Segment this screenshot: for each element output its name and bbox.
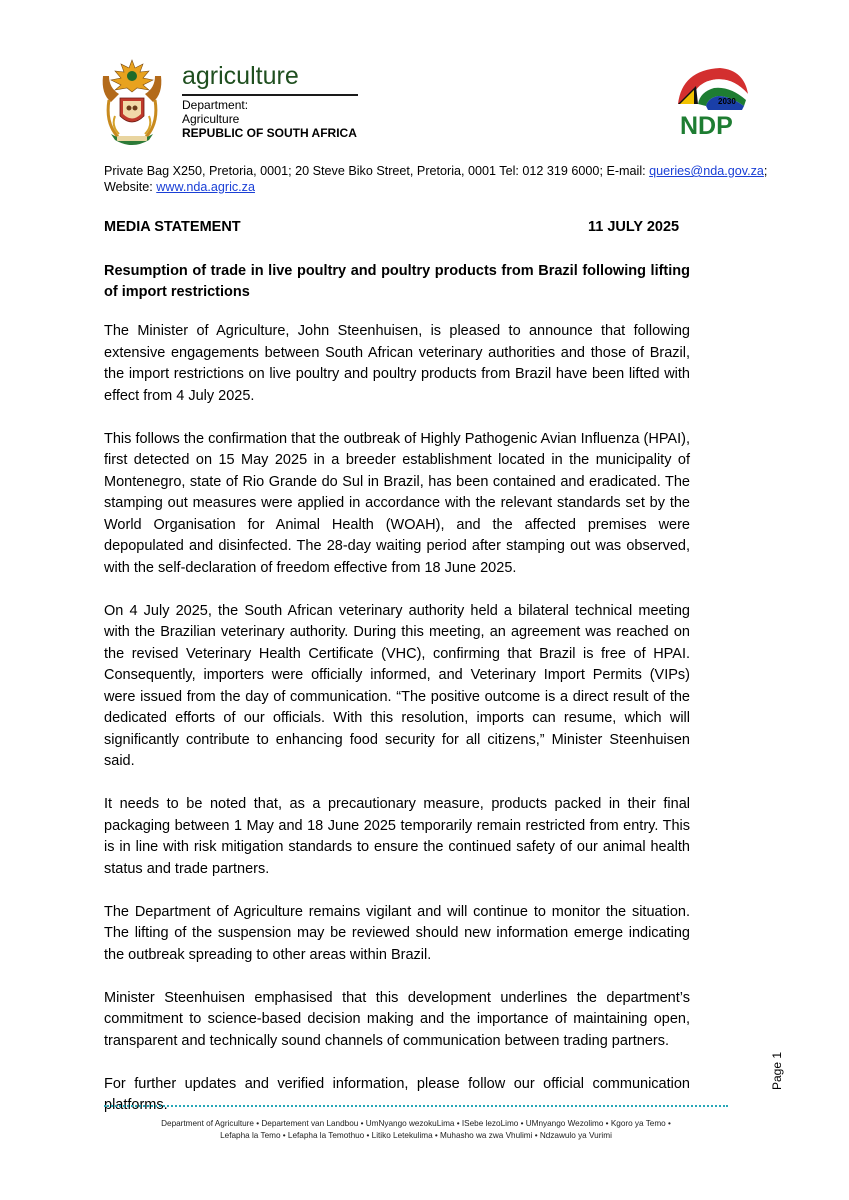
paragraph: It needs to be noted that, as a precautionary measure, products packed in their final packaging between 1 May and 18 June 2025 temporarily remain restricted from entry. This is in line with risk mitigation standards to ensure the continued safety of our animal health status and trade partners. (104, 796, 690, 877)
footer-divider (104, 1105, 728, 1107)
paragraph: The Minister of Agriculture, John Steenhuisen, is pleased to announce that following extensive engagements between South African veterinary authorities and those of Brazil, the import restrictions on live poultry and poultry products from Brazil have been lifted with effect from 4 July 2025. (104, 323, 690, 404)
dept-line-1: Department: (182, 98, 249, 112)
paragraph: The Department of Agriculture remains vigilant and will continue to monitor the situation. The lifting of the suspension may be reviewed should new information emerge indicating the outbreak spreading to other areas within Brazil. (104, 903, 690, 963)
email-link[interactable]: queries@nda.gov.za (649, 164, 764, 178)
footer-languages (104, 1118, 728, 1142)
dept-line-2: Agriculture (182, 112, 240, 126)
website-link[interactable]: www.nda.agric.za (156, 180, 255, 194)
footer-line-2: Lefapha la Temo • Lefapha la Temothuo • Litiko Letekulima • Muhasho wa zwa Vhulimi • Ndzawulo ya Vurimi (220, 1131, 612, 1140)
statement-date: 11 JULY 2025 (588, 219, 680, 235)
agriculture-wordmark: agriculture (182, 62, 299, 90)
south-africa-coat-of-arms-icon (97, 54, 167, 146)
header-rule (182, 94, 358, 96)
address-text: Private Bag X250, Pretoria, 0001; 20 Steve Biko Street, Pretoria, 0001 Tel: 012 319 6000; E-mail: (104, 164, 650, 178)
statement-headline: Resumption of trade in live poultry and poultry products from Brazil following lifting of import restrictions (104, 263, 690, 300)
ndp-text: NDP (680, 112, 733, 138)
dept-line-3: REPUBLIC OF SOUTH AFRICA (182, 126, 357, 140)
paragraph: On 4 July 2025, the South African veterinary authority held a bilateral technical meeting with the Brazilian veterinary authority. During this meeting, an agreement was reached on the revised Veterinary Health Certificate (VHC), confirming that Brazil is free of HPAI. Consequently, importers were officially informed, and Veterinary Import Permits (VIPs) were issued from the day of communication. “The positive outcome is a direct result of the dedicated efforts of our officials. With this resolution, imports can resume, which will significantly contribute to enhancing food security for all citizens,” Minister Steenhuisen said. (104, 602, 690, 769)
statement-body (104, 321, 690, 1138)
department-block (182, 98, 357, 140)
ndp-2030-logo-icon (672, 64, 752, 138)
website-label: Website: (104, 180, 157, 194)
footer-line-1: Department of Agriculture • Departement van Landbou • UmNyango wezokuLima • ISebe lezoLimo • UMnyango Wezolimo • Kgoro ya Temo • (161, 1119, 671, 1128)
address-block (104, 163, 794, 195)
paragraph: This follows the confirmation that the outbreak of Highly Pathogenic Avian Influenza (HPAI), first detected on 15 May 2025 in a breeder establishment located in the municipality of Montenegro, state of Rio Grande do Sul in Brazil, has been contained and eradicated. The stamping out measures were applied in accordance with the relevant standards set by the World Organisation for Animal Health (WOAH), and the affected premises were depopulated and disinfected. The 28-day waiting period after stamping out was observed, with the self-declaration of freedom effective from 18 June 2025. (104, 430, 690, 576)
paragraph: For further updates and verified information, please follow our official communication platforms. (104, 1075, 690, 1113)
ndp-year: 2030 (718, 97, 736, 106)
address-sep: ; (763, 164, 768, 178)
page-number: Page 1 (770, 1051, 784, 1090)
paragraph: Minister Steenhuisen emphasised that this development underlines the department’s commitment to science-based decision making and the importance of maintaining open, transparent and technically sound channels of communication between trading partners. (104, 989, 690, 1049)
media-statement-label: MEDIA STATEMENT (104, 219, 241, 235)
